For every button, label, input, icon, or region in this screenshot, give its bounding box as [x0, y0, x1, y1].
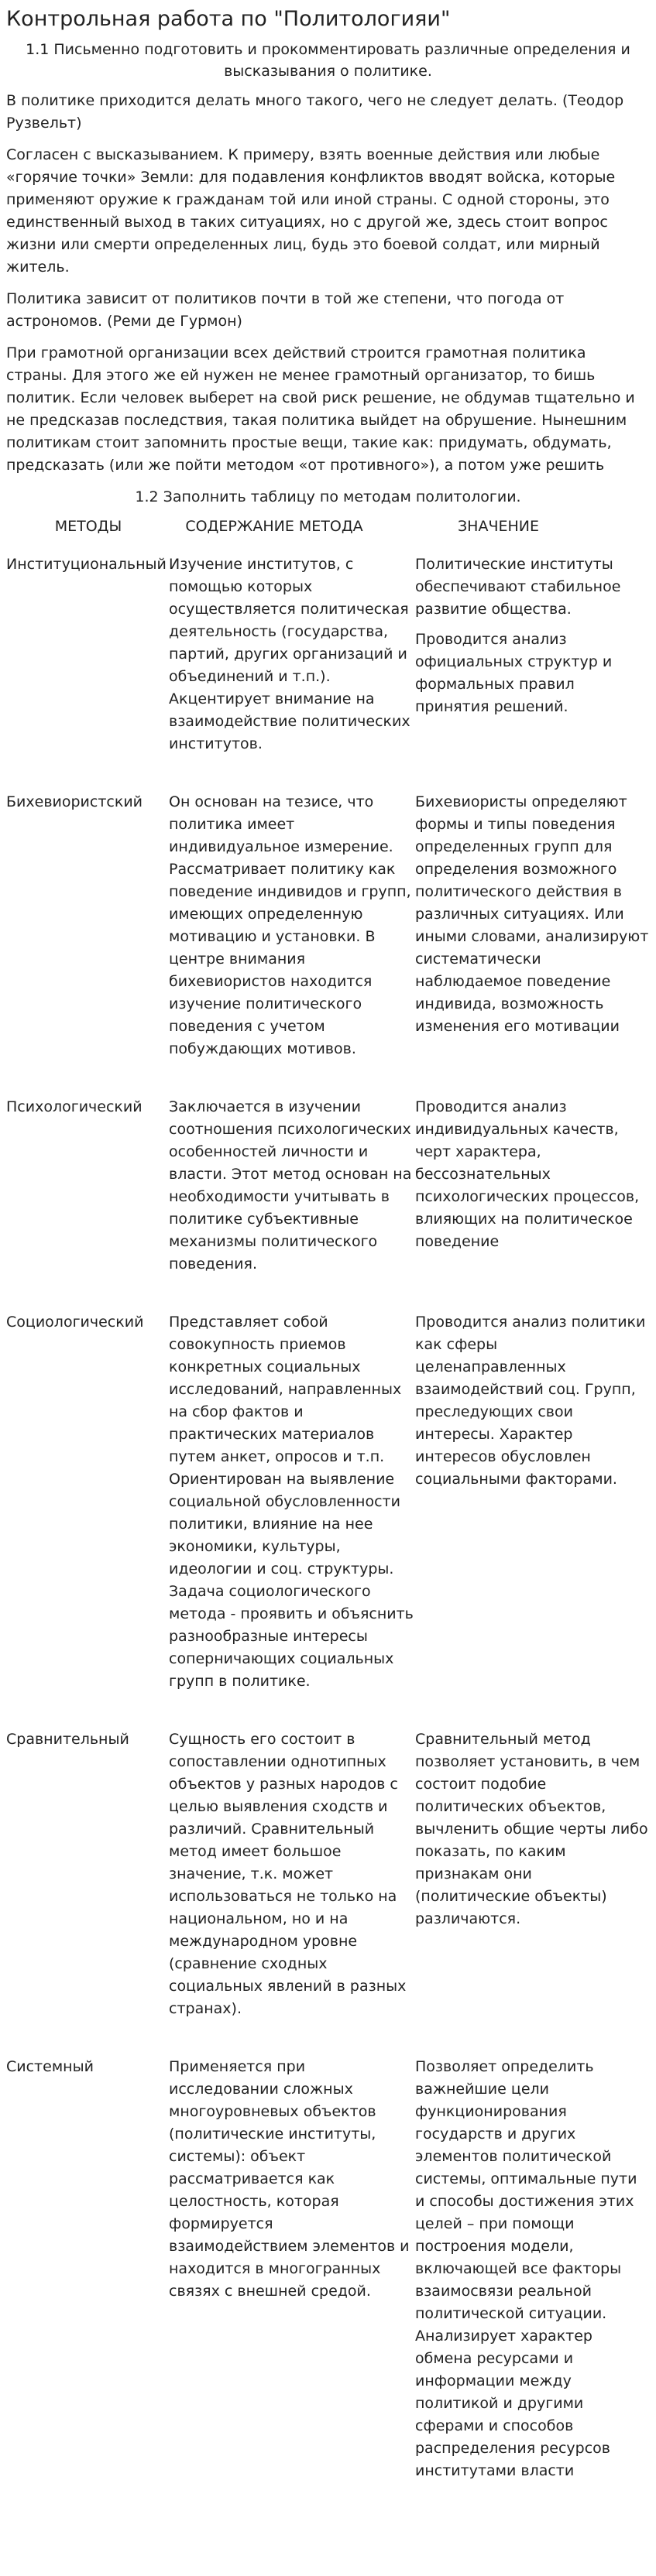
- paragraph-3: Политика зависит от политиков почти в той же степени, что погода от астрономов. (Реми де Гурмон): [6, 290, 565, 330]
- value-text: Проводится анализ индивидуальных качеств, черт характера, бессознательных психологических процессов, влияющих на политическое поведение: [415, 1098, 640, 1250]
- cell-content: [169, 1096, 415, 1311]
- content-text: Применяется при исследовании сложных многоуровневых объектов (политические институты, системы): объект рассматривается как целостность, которая формируется взаимодействием элементов и находится в многогранных связях с внешней средой.: [169, 2058, 410, 2300]
- cell-method: Институциональный: [6, 556, 167, 573]
- section-1-heading: 1.1 Письменно подготовить и прокомментировать различные определения и высказывания о политике.: [26, 41, 630, 80]
- cell-content: [169, 2056, 415, 2518]
- methods-table-body: [6, 553, 650, 2518]
- cell-content: [169, 553, 415, 791]
- cell-content: [169, 1311, 415, 1728]
- cell-method: Психологический: [6, 1098, 143, 1115]
- column-header-value: ЗНАЧЕНИЕ: [457, 518, 539, 535]
- table-header: [6, 516, 650, 538]
- cell-value: [415, 1096, 650, 1311]
- table-row: [6, 1311, 650, 1728]
- content-text: Представляет собой совокупность приемов конкретных социальных исследований, направленных на сбор фактов и практических материалов путем анкет, опросов и т.п. Ориентирован на выявление социальной обусловленности политики, влияние на нее экономики, культуры, идеологии и соц. структуры. Задача социологического метода - проявить и объяснить разнообразные интересы соперничающих социальных групп в политике.: [169, 1314, 414, 1690]
- cell-method: Социологический: [6, 1314, 144, 1331]
- column-header-methods: МЕТОДЫ: [54, 518, 122, 535]
- methods-table: [6, 553, 650, 2518]
- cell-method: Бихевиористский: [6, 793, 143, 810]
- value-text: Сравнительный метод позволяет установить, в чем состоит подобие политических объектов, вычленить общие черты либо показать, по каким признакам они (политические объекты) различаются.: [415, 1731, 648, 1927]
- content-text: Изучение институтов, с помощью которых осуществляется политическая деятельность (государства, партий, других организаций и объединений и т.п.). Акцентирует внимание на взаимодействие политических институтов.: [169, 556, 410, 752]
- paragraph-2: Согласен с высказыванием. К примеру, взять военные действия или любые «горячие точки» Земли: для подавления конфликтов вводят войска, которые применяют оружие к гражданам той или иной страны. С одной стороны, это единственный выход в таких ситуациях, но с другой же, здесь стоит вопрос жизни или смерти определенных лиц, будь это боевой солдат, или мирный житель.: [6, 146, 616, 276]
- table-row: [6, 1096, 650, 1311]
- table-row: [6, 2056, 650, 2518]
- table-row: [6, 1728, 650, 2056]
- cell-method: Системный: [6, 2058, 94, 2075]
- cell-method: Сравнительный: [6, 1731, 129, 1748]
- cell-value: [415, 791, 650, 1096]
- section-2-heading: 1.2 Заполнить таблицу по методам политологии.: [135, 488, 521, 505]
- content-text: Сущность его состоит в сопоставлении однотипных объектов у разных народов с целью выявления сходств и различий. Сравнительный метод имеет большое значение, т.к. может использоваться не только на национальном, но и на международном уровне (сравнение сходных социальных явлений в разных странах).: [169, 1731, 407, 2017]
- value-text: Проводится анализ политики как сферы целенаправленных взаимодействий соц. Групп, преследующих свои интересы. Характер интересов обусловлен социальными факторами.: [415, 1314, 646, 1488]
- content-text: Он основан на тезисе, что политика имеет индивидуальное измерение. Рассматривает политику как поведение индивидов и групп, имеющих определенную мотивацию и установки. В центре внимания бихевиористов находится изучение политического поведения с учетом побуждающих мотивов.: [169, 793, 411, 1057]
- cell-value: [415, 553, 650, 791]
- value-text: Бихевиористы определяют формы и типы поведения определенных групп для определения возможного политического действия в различных ситуациях. Или иными словами, анализируют систематически наблюдаемое поведение индивида, возможность изменения его мотивации: [415, 793, 649, 1035]
- value-text: Политические институты обеспечивают стабильное развитие общества.: [415, 556, 621, 618]
- table-row: [6, 553, 650, 791]
- paragraph-1: В политике приходится делать много такого, чего не следует делать. (Теодор Рузвельт): [6, 92, 624, 132]
- content-text: Заключается в изучении соотношения психологических особенностей личности и власти. Этот метод основан на необходимости учитывать в политике субъективные механизмы политического поведения.: [169, 1098, 412, 1273]
- table-row: [6, 791, 650, 1096]
- column-header-content: СОДЕРЖАНИЕ МЕТОДА: [185, 518, 363, 535]
- paragraph-4: При грамотной организации всех действий строится грамотная политика страны. Для этого же ей нужен не менее грамотный организатор, то бишь политик. Если человек выберет на свой риск решение, не обдумав тщательно и не предсказав последствия, такая политика выйдет на обрушение. Нынешним политикам стоит запомнить простые вещи, такие как: придумать, обдумать, предсказать (или же пойти методом «от противного»), а потом уже решить: [6, 344, 635, 474]
- value-text: Проводится анализ официальных структур и формальных правил принятия решений.: [415, 631, 613, 715]
- cell-content: [169, 1728, 415, 2056]
- value-text: Позволяет определить важнейшие цели функционирования государств и других элементов политической системы, оптимальные пути и способы достижения этих целей – при помощи построения модели, включающей все факторы взаимосвязи реальной политической ситуации. Анализирует характер обмена ресурсами и информации между политикой и другими сферами и способов распределения ресурсов институтами власти: [415, 2058, 637, 2479]
- cell-value: [415, 1311, 650, 1728]
- cell-content: [169, 791, 415, 1096]
- document-title: Контрольная работа по "Политологияи": [6, 7, 451, 31]
- cell-value: [415, 2056, 650, 2518]
- cell-value: [415, 1728, 650, 2056]
